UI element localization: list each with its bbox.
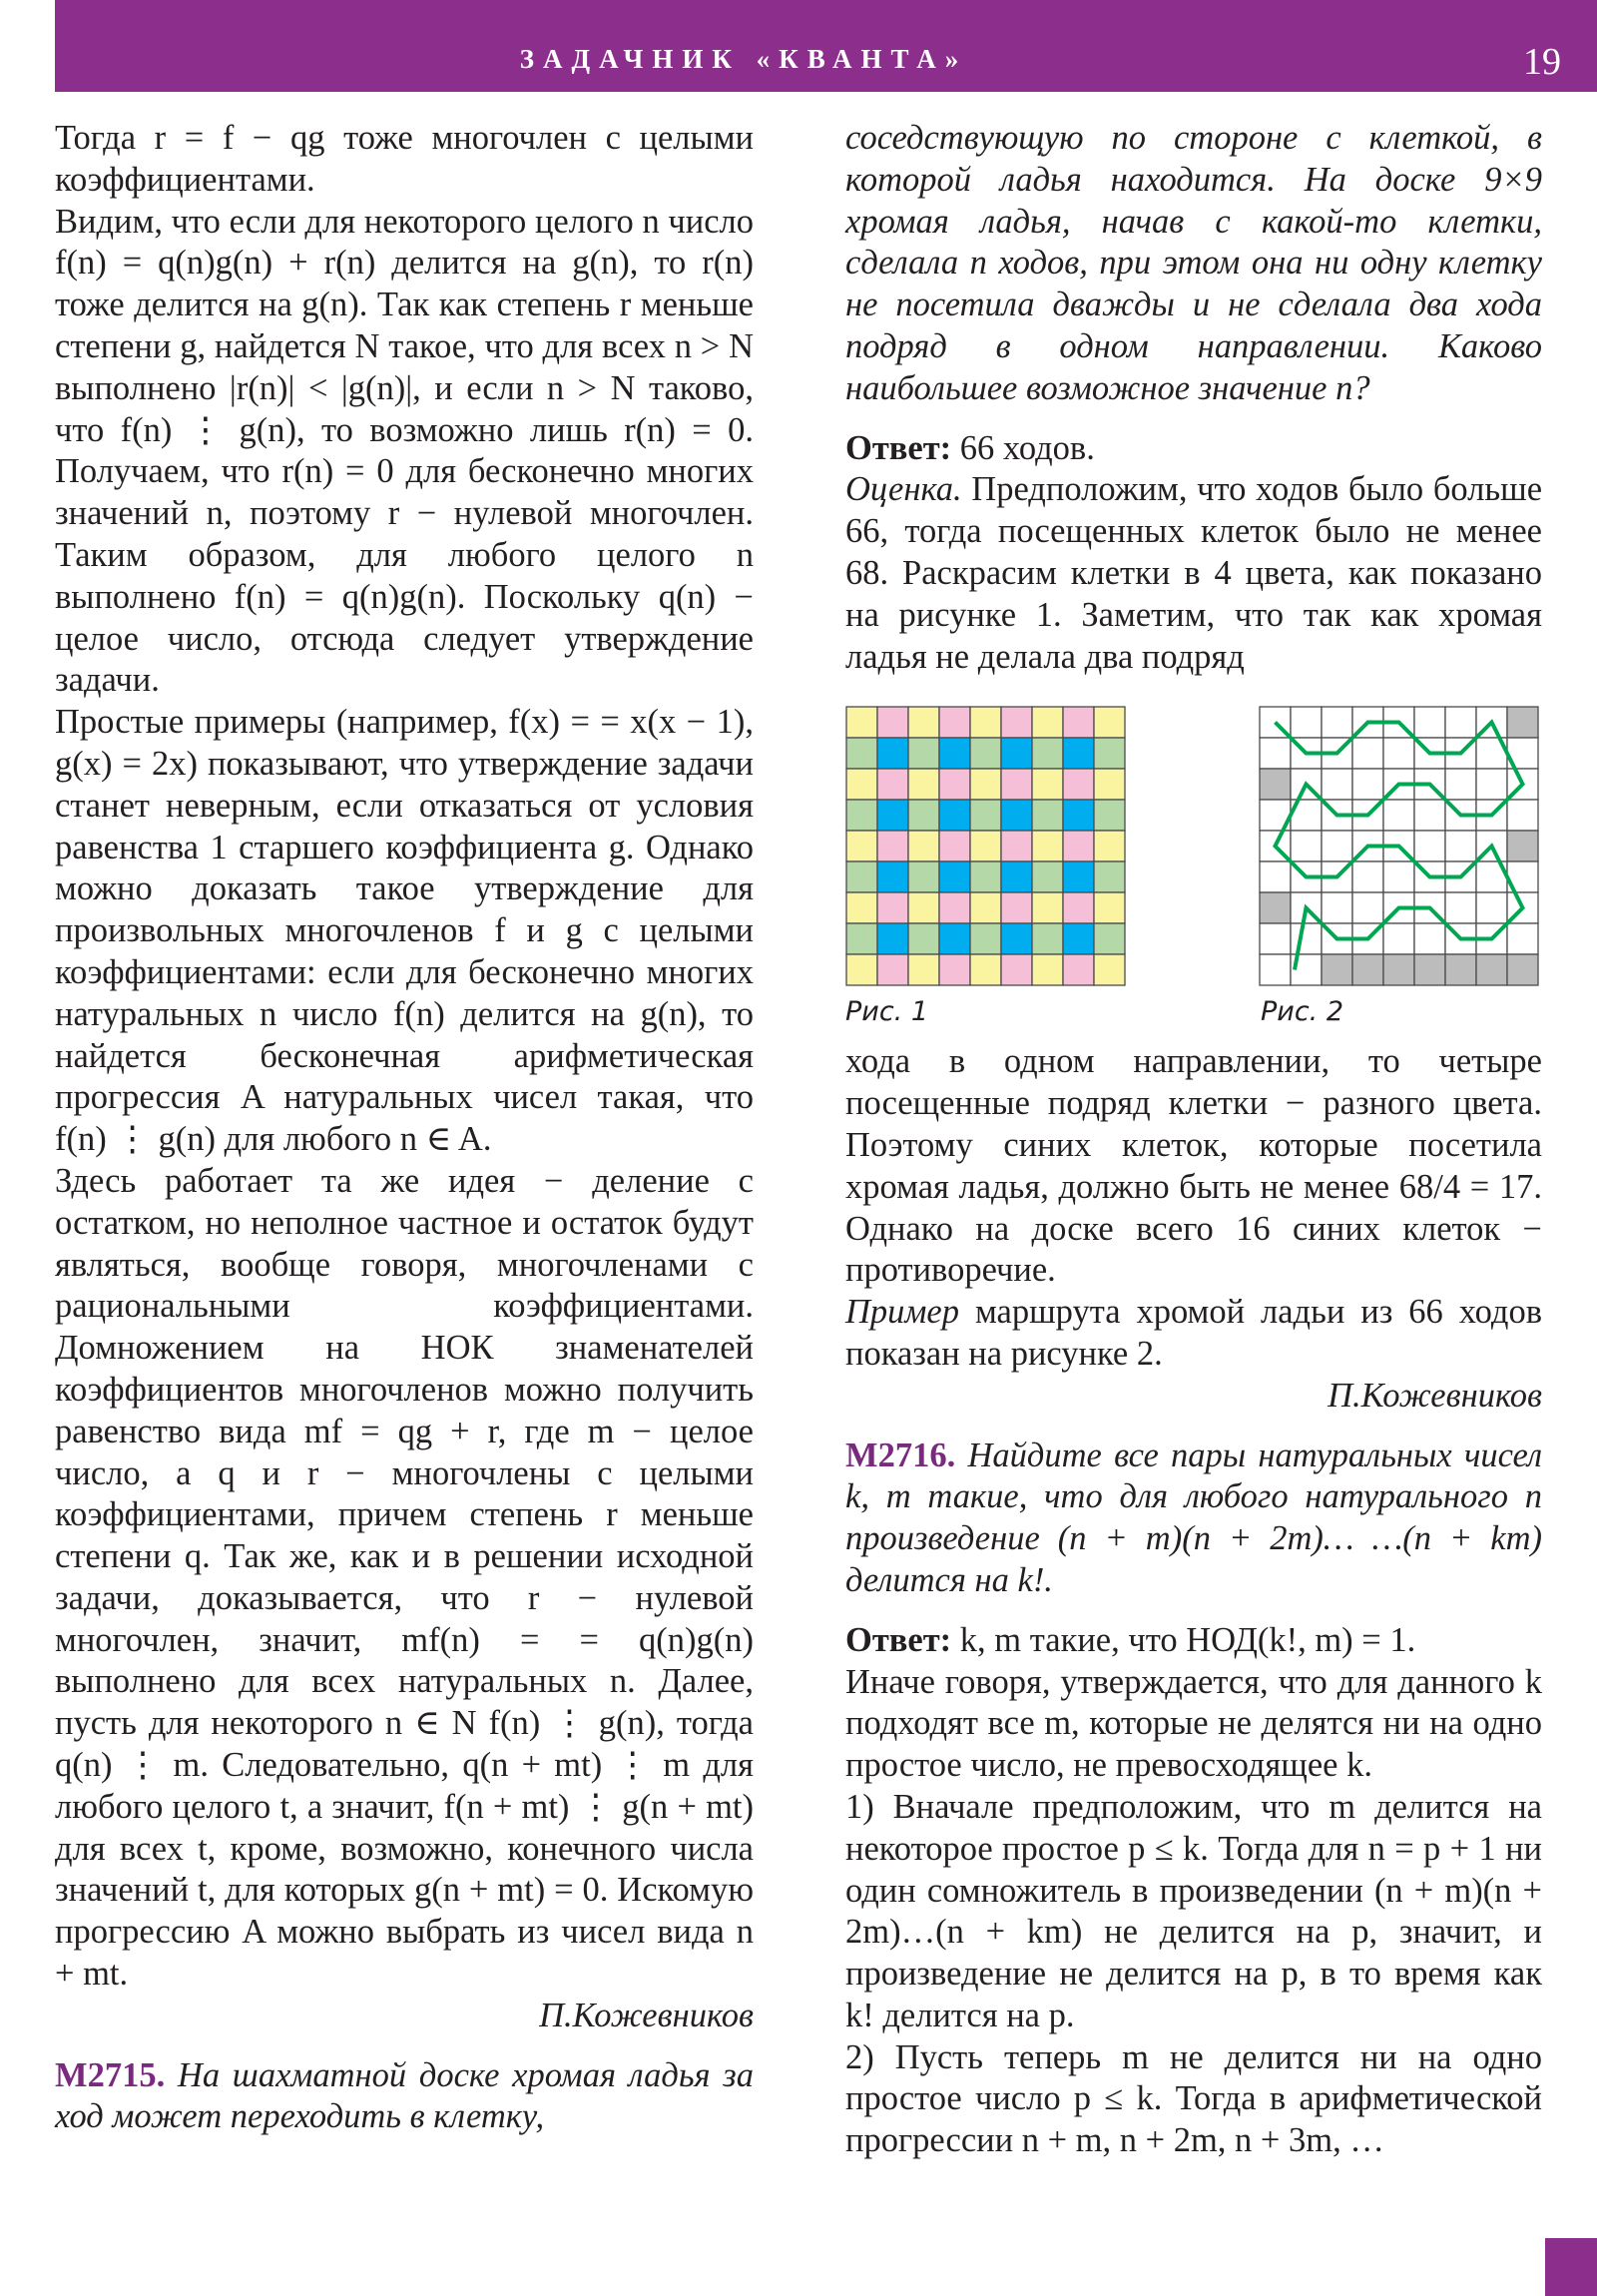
answer-paragraph <box>845 1620 1542 1662</box>
board-cell <box>1032 738 1063 769</box>
board-cell <box>1094 769 1125 800</box>
board-cell <box>1352 954 1383 985</box>
board-cell <box>1032 769 1063 800</box>
problem-m2715-continuation: соседствующую по стороне с клеткой, в которой ладья находится. На доске 9×9 хромая ладья, начав с какой-то клетки, сделала n ходов, при этом она ни одну клетку не посетила дважды и не сделала два хода подряд в одном направлении. Каково наибольшее возможное значение n? <box>845 119 1542 407</box>
board-cell <box>1032 892 1063 923</box>
board-cell <box>908 892 939 923</box>
board-cell <box>1001 923 1032 954</box>
board-cell <box>970 923 1001 954</box>
example-text: маршрута хромой ладьи из 66 ходов показан на рисунке 2. <box>845 1293 1542 1373</box>
board-cell <box>1383 738 1414 769</box>
answer-label: Ответ: <box>845 428 952 467</box>
board-cell <box>877 707 908 738</box>
board-cell <box>1001 954 1032 985</box>
board-cell <box>939 861 970 892</box>
board-cell <box>877 738 908 769</box>
paragraph <box>845 469 1542 678</box>
board-cell <box>1063 707 1094 738</box>
board-cell <box>1260 954 1291 985</box>
board-cell <box>939 923 970 954</box>
problem-label: M2716. <box>845 1435 956 1474</box>
board-cell <box>970 954 1001 985</box>
board-cell <box>877 954 908 985</box>
figure-2-rook-path <box>1259 706 1540 987</box>
board-cell <box>1063 831 1094 861</box>
board-cell <box>1094 892 1125 923</box>
board-cell <box>939 892 970 923</box>
board-cell <box>1445 707 1476 738</box>
board-cell <box>877 831 908 861</box>
board-cell <box>1032 800 1063 831</box>
board-cell <box>908 831 939 861</box>
problem-text: На шахматной доске хромая ладья за ход может переходить в клетку, <box>55 2055 755 2136</box>
board-cell <box>846 738 877 769</box>
board-cell <box>877 769 908 800</box>
author-signature: П.Кожевников <box>1328 1376 1542 1415</box>
board-cell <box>1001 800 1032 831</box>
board-cell <box>1445 954 1476 985</box>
problem-text: Найдите все пары натуральных чисел k, m такие, что для любого натурального n произведение (n + m)(n + 2m)… …(n + km) делится на k!. <box>845 1435 1543 1599</box>
answer-text: k, m такие, что НОД(k!, m) = 1. <box>959 1620 1416 1659</box>
paragraph <box>845 1292 1542 1376</box>
board-cell <box>1414 800 1445 831</box>
figure-2-caption: Рис. 2 <box>1261 996 1344 1028</box>
board-cell <box>877 861 908 892</box>
board-cell <box>1352 769 1383 800</box>
board-cell <box>970 861 1001 892</box>
board-cell <box>846 861 877 892</box>
board-cell <box>1291 707 1322 738</box>
board-cell <box>939 831 970 861</box>
board-cell <box>1322 892 1352 923</box>
left-column <box>55 118 754 2138</box>
board-cell <box>970 738 1001 769</box>
board-cell <box>970 892 1001 923</box>
paragraph: 1) Вначале предположим, что m делится на некоторое простое p ≤ k. Тогда для n = p + 1 ни один сомножитель в произведении (n + m)(n + 2m)…(n + km) не делится на p, значит, и произведение не делится на p, в то время как k! делится на p. <box>845 1787 1542 2034</box>
example-label: Пример <box>845 1293 959 1332</box>
board-cell <box>1032 831 1063 861</box>
board-cell <box>846 892 877 923</box>
board-cell <box>1094 707 1125 738</box>
board-cell <box>1383 954 1414 985</box>
board-cell <box>1001 738 1032 769</box>
board-cell <box>1094 923 1125 954</box>
board-cell <box>908 738 939 769</box>
board-cell <box>1063 861 1094 892</box>
right-column <box>845 118 1542 2162</box>
problem-m2715-start <box>55 2055 754 2139</box>
board-cell <box>1352 738 1383 769</box>
board-cell <box>1063 892 1094 923</box>
board-cell <box>846 707 877 738</box>
estimate-text: Предположим, что ходов было больше 66, тогда посещенных клеток было не менее 68. Раскрасим клетки в 4 цвета, как показано на рисунке 1. Заметим, что так как хромая ладья не делала два подряд <box>845 470 1543 676</box>
board-cell <box>877 892 908 923</box>
page-number: 19 <box>1523 41 1561 83</box>
board-cell <box>1001 769 1032 800</box>
board-cell <box>1414 923 1445 954</box>
board-cell <box>939 769 970 800</box>
board-cell <box>1063 800 1094 831</box>
board-cell <box>1032 954 1063 985</box>
board-cell <box>1476 769 1507 800</box>
board-cell <box>1322 769 1352 800</box>
figures <box>845 706 1542 1041</box>
board-cell <box>1322 707 1352 738</box>
board-cell <box>1032 923 1063 954</box>
figure-1-caption: Рис. 1 <box>845 996 929 1028</box>
board-cell <box>1260 738 1291 769</box>
board-cell <box>939 954 970 985</box>
paragraph: Видим, что если для некоторого целого n число f(n) = q(n)g(n) + r(n) делится на g(n), то r(n) тоже делится на g(n). Так как степень r меньше степени g, найдется N такое, что для всех n > N выполнено |r(n)| < |g(n)|, и если n > N таково, что f(n) ⋮ g(n), то возможно лишь r(n) = 0. Получаем, что r(n) = 0 для бесконечно многих значений n, поэтому r − нулевой многочлен. Таким образом, для любого целого n выполнено f(n) = q(n)g(n). Поскольку q(n) − целое число, отсюда следует утверждение задачи. <box>55 202 754 700</box>
board-cell <box>1414 831 1445 861</box>
board-cell <box>846 800 877 831</box>
board-cell <box>1445 892 1476 923</box>
board-cell <box>1414 954 1445 985</box>
board-cell <box>1001 861 1032 892</box>
board-cell <box>1322 954 1352 985</box>
board-cell <box>1094 831 1125 861</box>
board-cell <box>1383 861 1414 892</box>
board-cell <box>970 707 1001 738</box>
board-cell <box>1001 831 1032 861</box>
board-cell <box>1383 800 1414 831</box>
board-cell <box>908 769 939 800</box>
board-cell <box>1001 707 1032 738</box>
answer-text: 66 ходов. <box>959 428 1095 467</box>
board-cell <box>908 707 939 738</box>
board-cell <box>1445 769 1476 800</box>
board-cell <box>1476 892 1507 923</box>
board-cell <box>1260 861 1291 892</box>
board-cell <box>846 769 877 800</box>
page-header <box>55 0 1597 92</box>
board-cell <box>1260 769 1291 800</box>
estimate-label: Оценка. <box>845 470 962 509</box>
board-cell <box>1507 707 1538 738</box>
board-cell <box>1291 923 1322 954</box>
board-cell <box>970 800 1001 831</box>
board-cell <box>1507 923 1538 954</box>
board-cell <box>970 831 1001 861</box>
board-cell <box>1001 892 1032 923</box>
paragraph: Иначе говоря, утверждается, что для данного k подходят все m, которые не делятся ни на одно простое число, не превосходящее k. <box>845 1662 1542 1785</box>
board-cell <box>1094 954 1125 985</box>
answer-label: Ответ: <box>845 1620 952 1659</box>
board-cell <box>1094 800 1125 831</box>
board-cell <box>939 707 970 738</box>
board-cell <box>1352 892 1383 923</box>
paragraph: Тогда r = f − qg тоже многочлен с целыми коэффициентами. <box>55 119 754 199</box>
board-cell <box>1260 923 1291 954</box>
board-cell <box>1414 707 1445 738</box>
board-cell <box>939 738 970 769</box>
board-cell <box>1291 831 1322 861</box>
board-cell <box>1507 831 1538 861</box>
corner-decoration <box>1545 2238 1597 2296</box>
author-signature: П.Кожевников <box>539 1996 754 2034</box>
paragraph: 2) Пусть теперь m не делится ни на одно простое число p ≤ k. Тогда в арифметической прогрессии n + m, n + 2m, n + 3m, … <box>845 2037 1542 2160</box>
board-cell <box>1094 738 1125 769</box>
board-cell <box>1032 861 1063 892</box>
board-cell <box>1260 892 1291 923</box>
board-cell <box>908 923 939 954</box>
board-cell <box>1476 954 1507 985</box>
paragraph: Простые примеры (например, f(x) = = x(x − 1), g(x) = 2x) показывают, что утверждение задачи станет неверным, если отказаться от условия равенства 1 старшего коэффициента g. Однако можно доказать такое утверждение для произвольных многочленов f и g с целыми коэффициентами: если для бесконечно многих натуральных n число f(n) делится на g(n), то найдется бесконечная арифметическая прогрессия A натуральных чисел такая, что f(n) ⋮ g(n) для любого n ∈ A. <box>55 703 754 1159</box>
board-cell <box>877 923 908 954</box>
board-cell <box>846 954 877 985</box>
board-cell <box>1094 861 1125 892</box>
board-cell <box>1063 923 1094 954</box>
board-cell <box>1063 954 1094 985</box>
problem-label: M2715. <box>55 2055 166 2094</box>
figure-1-colored-board <box>845 706 1127 987</box>
board-cell <box>970 769 1001 800</box>
board-cell <box>908 800 939 831</box>
paragraph: хода в одном направлении, то четыре посещенные подряд клетки − разного цвета. Поэтому синих клеток, которые посетила хромая ладья, должно быть не менее 68/4 = 17. Однако на доске всего 16 синих клеток − противоречие. <box>845 1042 1542 1290</box>
paragraph: Здесь работает та же идея − деление с остатком, но неполное частное и остаток будут являться, вообще говоря, многочленами с рациональными коэффициентами. Домножением на НОК знаменателей коэффициентов многочленов можно получить равенство вида mf = qg + r, где m − целое число, а q и r − многочлены с целыми коэффициентами, причем степень r меньше степени q. Так же, как и в решении исходной задачи, доказывается, что r − нулевой многочлен, значит, mf(n) = = q(n)g(n) выполнено для всех натуральных n. Далее, пусть для некоторого n ∈ N f(n) ⋮ g(n), тогда q(n) ⋮ m. Следовательно, q(n + mt) ⋮ m для любого целого t, а значит, f(n + mt) ⋮ g(n + mt) для всех t, кроме, возможно, конечного числа значений t, для которых g(n + mt) = 0. Искомую прогрессию A можно выбрать из чисел вида n + mt. <box>55 1161 754 1994</box>
board-cell <box>846 831 877 861</box>
board-cell <box>1507 800 1538 831</box>
board-cell <box>1445 831 1476 861</box>
board-cell <box>1322 831 1352 861</box>
board-cell <box>908 861 939 892</box>
answer-paragraph <box>845 428 1542 470</box>
board-cell <box>1507 954 1538 985</box>
journal-section-title: ЗАДАЧНИК «КВАНТА» <box>519 44 968 74</box>
problem-m2716 <box>845 1435 1542 1602</box>
board-cell <box>1063 738 1094 769</box>
board-cell <box>846 923 877 954</box>
board-cell <box>877 800 908 831</box>
board-cell <box>908 954 939 985</box>
board-cell <box>1032 707 1063 738</box>
board-cell <box>1352 861 1383 892</box>
board-cell <box>1063 769 1094 800</box>
board-cell <box>939 800 970 831</box>
board-cell <box>1383 923 1414 954</box>
